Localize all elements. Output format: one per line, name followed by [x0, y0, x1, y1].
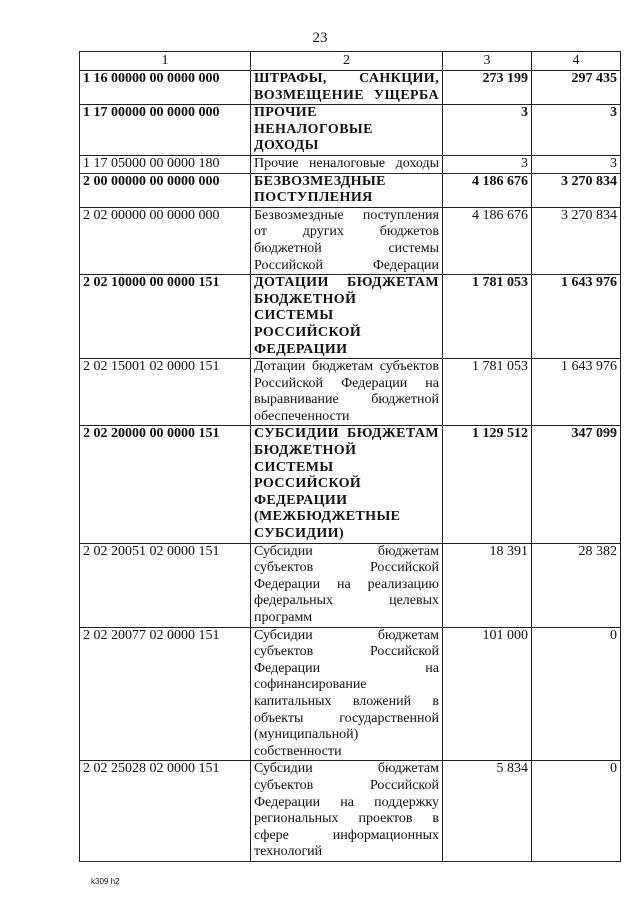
cell-code: 2 02 00000 00 0000 000: [80, 207, 251, 274]
cell-col4: 1 643 976: [532, 359, 621, 426]
cell-code: 2 02 15001 02 0000 151: [80, 359, 251, 426]
cell-col3: 4 186 676: [443, 207, 532, 274]
cell-col4: 3: [532, 155, 621, 173]
header-col-1: 1: [80, 52, 251, 71]
cell-name: Дотации бюджетам субъектов Российской Федерации на выравнивание бюджетной обеспеченности: [251, 359, 443, 426]
cell-col3: 18 391: [443, 543, 532, 627]
cell-name: ДОТАЦИИ БЮДЖЕТАМ БЮДЖЕТНОЙ СИСТЕМЫ РОССИЙСКОЙ ФЕДЕРАЦИИ: [251, 275, 443, 359]
cell-col4: 0: [532, 627, 621, 761]
cell-name: Субсидии бюджетам субъектов Российской Федерации на софинансирование капитальных вложений в объекты государственной (муниципальной) собственности: [251, 627, 443, 761]
cell-col4: 347 099: [532, 426, 621, 543]
header-col-2: 2: [251, 52, 443, 71]
cell-col4: 3 270 834: [532, 173, 621, 207]
cell-name: Безвозмездные поступления от других бюджетов бюджетной системы Российской Федерации: [251, 207, 443, 274]
cell-name: БЕЗВОЗМЕЗДНЫЕ ПОСТУПЛЕНИЯ: [251, 173, 443, 207]
table-row: [80, 173, 621, 207]
page-number: 23: [312, 30, 328, 46]
cell-col4: 0: [532, 761, 621, 862]
cell-name: Прочие неналоговые доходы: [251, 155, 443, 173]
footer-document-code: k309 h2: [91, 877, 120, 886]
cell-name: СУБСИДИИ БЮДЖЕТАМ БЮДЖЕТНОЙ СИСТЕМЫ РОССИЙСКОЙ ФЕДЕРАЦИИ (МЕЖБЮДЖЕТНЫЕ СУБСИДИИ): [251, 426, 443, 543]
cell-code: 2 02 20077 02 0000 151: [80, 627, 251, 761]
cell-col3: 1 781 053: [443, 359, 532, 426]
cell-name: ШТРАФЫ, САНКЦИИ, ВОЗМЕЩЕНИЕ УЩЕРБА: [251, 71, 443, 105]
cell-col3: 1 129 512: [443, 426, 532, 543]
table-row: [80, 71, 621, 105]
cell-col3: 3: [443, 155, 532, 173]
table-row: [80, 155, 621, 173]
cell-name: ПРОЧИЕ НЕНАЛОГОВЫЕ ДОХОДЫ: [251, 105, 443, 156]
cell-col4: 297 435: [532, 71, 621, 105]
cell-col3: 273 199: [443, 71, 532, 105]
cell-col3: 101 000: [443, 627, 532, 761]
cell-code: 2 00 00000 00 0000 000: [80, 173, 251, 207]
table-row: [80, 543, 621, 627]
header-col-4: 4: [532, 52, 621, 71]
cell-code: 1 17 05000 00 0000 180: [80, 155, 251, 173]
table-row: [80, 627, 621, 761]
header-col-3: 3: [443, 52, 532, 71]
table-row: [80, 426, 621, 543]
cell-code: 2 02 25028 02 0000 151: [80, 761, 251, 862]
cell-col3: 4 186 676: [443, 173, 532, 207]
cell-code: 1 17 00000 00 0000 000: [80, 105, 251, 156]
table-row: [80, 105, 621, 156]
cell-col4: 3: [532, 105, 621, 156]
cell-code: 2 02 10000 00 0000 151: [80, 275, 251, 359]
cell-code: 1 16 00000 00 0000 000: [80, 71, 251, 105]
cell-col3: 5 834: [443, 761, 532, 862]
table-header-row: [80, 52, 621, 71]
cell-name: Субсидии бюджетам субъектов Российской Федерации на поддержку региональных проектов в сфере информационных технологий: [251, 761, 443, 862]
cell-code: 2 02 20051 02 0000 151: [80, 543, 251, 627]
table-row: [80, 207, 621, 274]
table-row: [80, 275, 621, 359]
budget-revenue-table: [79, 51, 621, 862]
cell-code: 2 02 20000 00 0000 151: [80, 426, 251, 543]
table-row: [80, 761, 621, 862]
cell-name: Субсидии бюджетам субъектов Российской Федерации на реализацию федеральных целевых программ: [251, 543, 443, 627]
table-row: [80, 359, 621, 426]
cell-col4: 1 643 976: [532, 275, 621, 359]
cell-col3: 1 781 053: [443, 275, 532, 359]
cell-col4: 3 270 834: [532, 207, 621, 274]
cell-col3: 3: [443, 105, 532, 156]
cell-col4: 28 382: [532, 543, 621, 627]
